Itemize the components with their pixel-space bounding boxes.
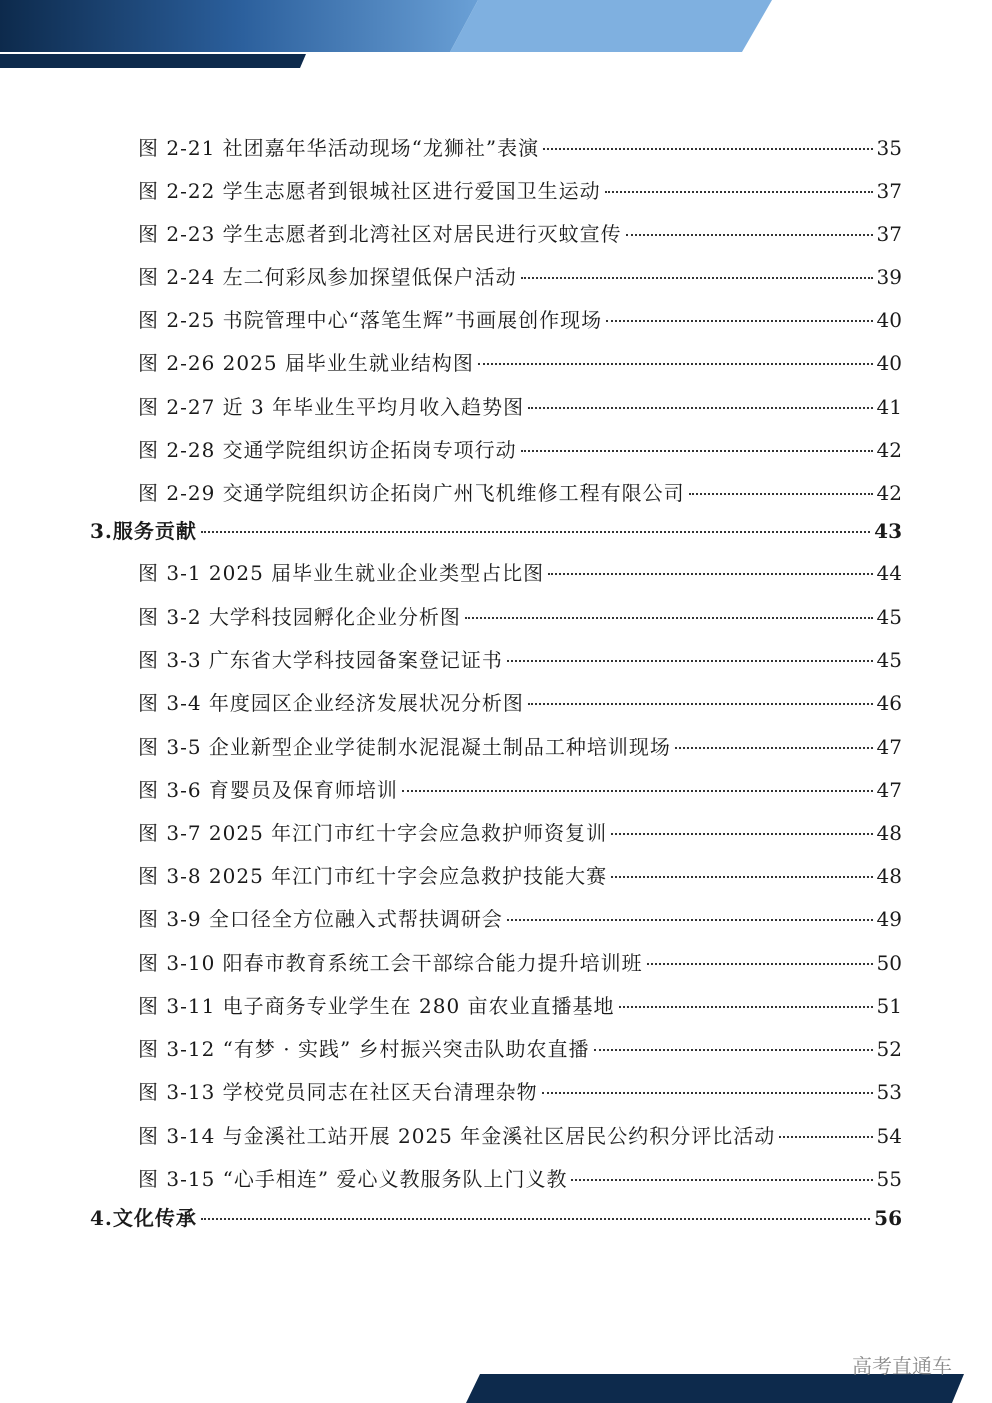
toc-page-number: 35 <box>876 136 902 160</box>
toc-entry-label: 图 3-9 全口径全方位融入式帮扶调研会 <box>138 907 503 931</box>
toc-dot-leader <box>611 876 872 878</box>
header-light-band <box>450 0 772 52</box>
toc-entry-label: 图 3-13 学校党员同志在社区天台清理杂物 <box>138 1080 538 1104</box>
toc-entry-label: 图 2-22 学生志愿者到银城社区进行爱国卫生运动 <box>138 179 601 203</box>
toc-page-number: 37 <box>876 179 902 203</box>
toc-figure-entry[interactable] <box>138 436 902 464</box>
toc-page-number: 39 <box>876 265 902 289</box>
header-navy-strip <box>0 54 306 68</box>
toc-figure-entry[interactable] <box>138 646 902 674</box>
toc-dot-leader <box>521 277 873 279</box>
toc-page-number: 43 <box>874 519 902 543</box>
toc-page-number: 48 <box>876 864 902 888</box>
toc-page-number: 45 <box>876 648 902 672</box>
toc-page-number: 41 <box>876 395 902 419</box>
toc-entry-label: 图 2-23 学生志愿者到北湾社区对居民进行灭蚊宣传 <box>138 222 622 246</box>
toc-figure-entry[interactable] <box>138 1165 902 1193</box>
toc-figure-entry[interactable] <box>138 479 902 507</box>
toc-page-number: 50 <box>876 951 902 975</box>
toc-figure-entry[interactable] <box>138 819 902 847</box>
watermark-text: 高考直通车 <box>852 1354 952 1378</box>
toc-dot-leader <box>507 660 873 662</box>
toc-entry-label: 图 2-27 近 3 年毕业生平均月收入趋势图 <box>138 395 525 419</box>
toc-dot-leader <box>528 407 872 409</box>
toc-page-number: 45 <box>876 605 902 629</box>
toc-figure-entry[interactable] <box>138 689 902 717</box>
toc-dot-leader <box>619 1006 873 1008</box>
toc-entry-label: 图 3-12 “有梦 · 实践” 乡村振兴突击队助农直播 <box>138 1037 590 1061</box>
toc-page-number: 52 <box>876 1037 902 1061</box>
toc-dot-leader <box>465 617 873 619</box>
toc-figure-entry[interactable] <box>138 393 902 421</box>
toc-page-number: 49 <box>876 907 902 931</box>
toc-dot-leader <box>402 790 873 792</box>
toc-dot-leader <box>675 747 873 749</box>
toc-dot-leader <box>611 833 872 835</box>
toc-entry-label: 图 2-29 交通学院组织访企拓岗广州飞机维修工程有限公司 <box>138 481 685 505</box>
toc-figure-entry[interactable] <box>138 992 902 1020</box>
toc-entry-label: 图 3-4 年度园区企业经济发展状况分析图 <box>138 691 524 715</box>
toc-dot-leader <box>543 148 872 150</box>
toc-page-number: 55 <box>876 1167 902 1191</box>
toc-figure-entry[interactable] <box>138 1078 902 1106</box>
toc-entry-label: 图 3-5 企业新型企业学徒制水泥混凝土制品工种培训现场 <box>138 735 671 759</box>
toc-section-entry[interactable] <box>90 1204 902 1232</box>
toc-section-entry[interactable] <box>90 517 902 545</box>
toc-entry-label: 图 3-2 大学科技园孵化企业分析图 <box>138 605 461 629</box>
toc-figure-entry[interactable] <box>138 1035 902 1063</box>
toc-figure-entry[interactable] <box>138 177 902 205</box>
toc-figure-entry[interactable] <box>138 905 902 933</box>
toc-dot-leader <box>542 1092 873 1094</box>
toc-figure-entry[interactable] <box>138 263 902 291</box>
toc-figure-entry[interactable] <box>138 603 902 631</box>
toc-figure-entry[interactable] <box>138 306 902 334</box>
toc-figure-entry[interactable] <box>138 776 902 804</box>
toc-page-number: 47 <box>876 778 902 802</box>
toc-entry-label: 图 3-6 育婴员及保育师培训 <box>138 778 398 802</box>
toc-entry-label: 图 3-8 2025 年江门市红十字会应急救护技能大赛 <box>138 864 608 888</box>
toc-dot-leader <box>571 1179 872 1181</box>
toc-entry-label: 图 3-10 阳春市教育系统工会干部综合能力提升培训班 <box>138 951 643 975</box>
toc-dot-leader <box>548 573 872 575</box>
toc-dot-leader <box>689 493 873 495</box>
toc-entry-label: 图 2-28 交通学院组织访企拓岗专项行动 <box>138 438 517 462</box>
toc-figure-entry[interactable] <box>138 220 902 248</box>
toc-entry-label: 图 3-11 电子商务专业学生在 280 亩农业直播基地 <box>138 994 615 1018</box>
toc-entry-label: 图 2-25 书院管理中心“落笔生辉”书画展创作现场 <box>138 308 603 332</box>
toc-dot-leader <box>507 919 873 921</box>
toc-page-number: 48 <box>876 821 902 845</box>
toc-entry-label: 4.文化传承 <box>90 1206 197 1230</box>
toc-page-number: 46 <box>876 691 902 715</box>
toc-entry-label: 图 3-15 “心手相连” 爱心义教服务队上门义教 <box>138 1167 568 1191</box>
toc-figure-entry[interactable] <box>138 559 902 587</box>
toc-figure-entry[interactable] <box>138 134 902 162</box>
toc-entry-label: 图 3-14 与金溪社工站开展 2025 年金溪社区居民公约积分评比活动 <box>138 1124 776 1148</box>
toc-page-number: 54 <box>876 1124 902 1148</box>
toc-dot-leader <box>478 363 873 365</box>
toc-entry-label: 3.服务贡献 <box>90 519 197 543</box>
toc-page-number: 47 <box>876 735 902 759</box>
toc-page-number: 37 <box>876 222 902 246</box>
toc-dot-leader <box>521 450 873 452</box>
toc-dot-leader <box>201 1218 870 1220</box>
toc-dot-leader <box>528 703 873 705</box>
toc-page-number: 42 <box>876 481 902 505</box>
toc-figure-entry[interactable] <box>138 349 902 377</box>
toc-page-number: 51 <box>876 994 902 1018</box>
toc-entry-label: 图 2-21 社团嘉年华活动现场“龙狮社”表演 <box>138 136 540 160</box>
toc-page-number: 40 <box>876 308 902 332</box>
toc-figure-entry[interactable] <box>138 949 902 977</box>
footer-decoration <box>0 1372 992 1403</box>
toc-entry-label: 图 2-26 2025 届毕业生就业结构图 <box>138 351 474 375</box>
toc-dot-leader <box>647 963 873 965</box>
toc-dot-leader <box>779 1136 872 1138</box>
toc-page-number: 56 <box>874 1206 902 1230</box>
toc-entry-label: 图 3-3 广东省大学科技园备案登记证书 <box>138 648 503 672</box>
toc-entry-label: 图 3-7 2025 年江门市红十字会应急救护师资复训 <box>138 821 608 845</box>
toc-figure-entry[interactable] <box>138 733 902 761</box>
toc-page-number: 40 <box>876 351 902 375</box>
toc-dot-leader <box>594 1049 873 1051</box>
toc-figure-entry[interactable] <box>138 862 902 890</box>
toc-page-number: 44 <box>876 561 902 585</box>
toc-dot-leader <box>201 531 870 533</box>
header-dark-band <box>0 0 478 52</box>
toc-entry-label: 图 3-1 2025 届毕业生就业企业类型占比图 <box>138 561 545 585</box>
header-decoration <box>0 0 992 70</box>
toc-page-number: 53 <box>876 1080 902 1104</box>
toc-dot-leader <box>606 320 872 322</box>
toc-dot-leader <box>626 234 873 236</box>
toc-page-number: 42 <box>876 438 902 462</box>
toc-figure-entry[interactable] <box>138 1122 902 1150</box>
toc-dot-leader <box>605 191 873 193</box>
toc-entry-label: 图 2-24 左二何彩凤参加探望低保户活动 <box>138 265 517 289</box>
